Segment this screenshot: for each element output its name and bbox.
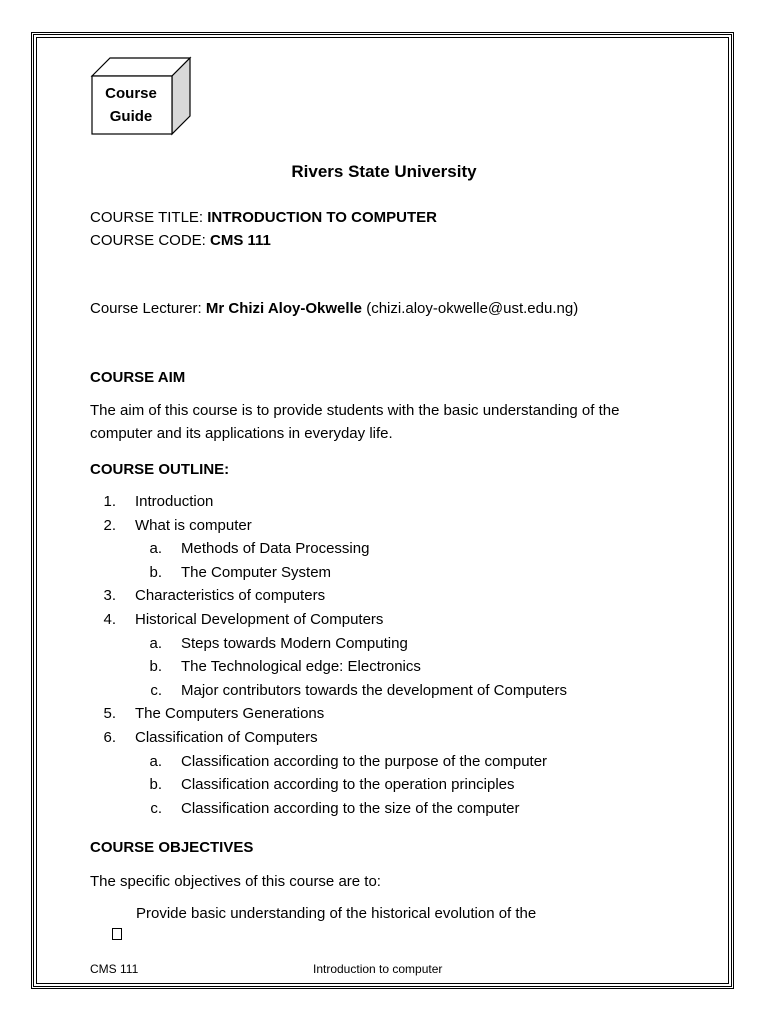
bullet-icon [112,928,122,940]
outline-item-label: What is computer [135,516,252,534]
outline-item-number: 3. [103,587,116,605]
outline-item-number: c. [150,681,162,699]
outline-item-number: b. [149,776,162,794]
outline-item-label: Classification according to the operation principles [181,776,515,794]
outline-item-label: The Technological edge: Electronics [181,658,421,676]
outline-item-number: 6. [103,729,116,746]
outline-item-label: Historical Development of Computers [135,611,384,628]
course-aim-text: The aim of this course is to provide students with the basic understanding of the computer and its applications in everyday life. [90,402,620,442]
outline-item-number: b. [149,658,162,676]
footer-course-title: Introduction to computer [313,962,443,976]
outline-item-label: The Computer System [181,563,332,581]
outline-item-label: The Computers Generations [135,705,325,723]
outline-item-label: Methods of Data Processing [181,540,370,558]
outline-item-label: Introduction [135,493,214,510]
footer-course-code: CMS 111 [90,962,139,976]
outline-item-number: 5. [103,705,116,723]
outline-item-label: Major contributors towards the development of Computers [181,681,568,699]
outline-item-label: Classification according to the purpose of the computer [181,752,548,770]
outline-item-label: Characteristics of computers [135,587,326,605]
lecturer-email: (chizi.aloy-okwelle@ust.edu.ng) [362,300,579,317]
outline-item-number: 2. [103,516,116,534]
university-title: Rivers State University [291,162,477,181]
outline-item-label: Classification of Computers [135,729,318,746]
outline-item-number: 4. [103,611,116,628]
course-lecturer-line: Course Lecturer: Mr Chizi Aloy-Okwelle (chizi.aloy-okwelle@ust.edu.ng) [90,300,579,317]
objective-item: Provide basic understanding of the historical evolution of the [136,905,537,922]
outline-item-number: a. [149,752,162,770]
course-aim-heading: COURSE AIM [90,369,186,386]
course-outline-heading: COURSE OUTLINE: [90,461,230,478]
outline-item-number: 1. [103,493,116,510]
outline-item-number: a. [149,540,162,558]
course-objectives-intro: The specific objectives of this course are to: [90,873,381,890]
course-title-line: COURSE TITLE: INTRODUCTION TO COMPUTER [90,209,437,226]
course-objectives-heading: COURSE OBJECTIVES [90,839,254,856]
course-code-line: COURSE CODE: CMS 111 [90,232,271,249]
outline-item-number: b. [149,563,162,581]
course-guide-label: Course Guide [105,85,157,125]
outline-item-number: c. [150,799,162,817]
outline-item-label: Classification according to the size of the computer [181,799,520,817]
outline-item-label: Steps towards Modern Computing [181,634,408,652]
outline-item-number: a. [149,634,162,652]
